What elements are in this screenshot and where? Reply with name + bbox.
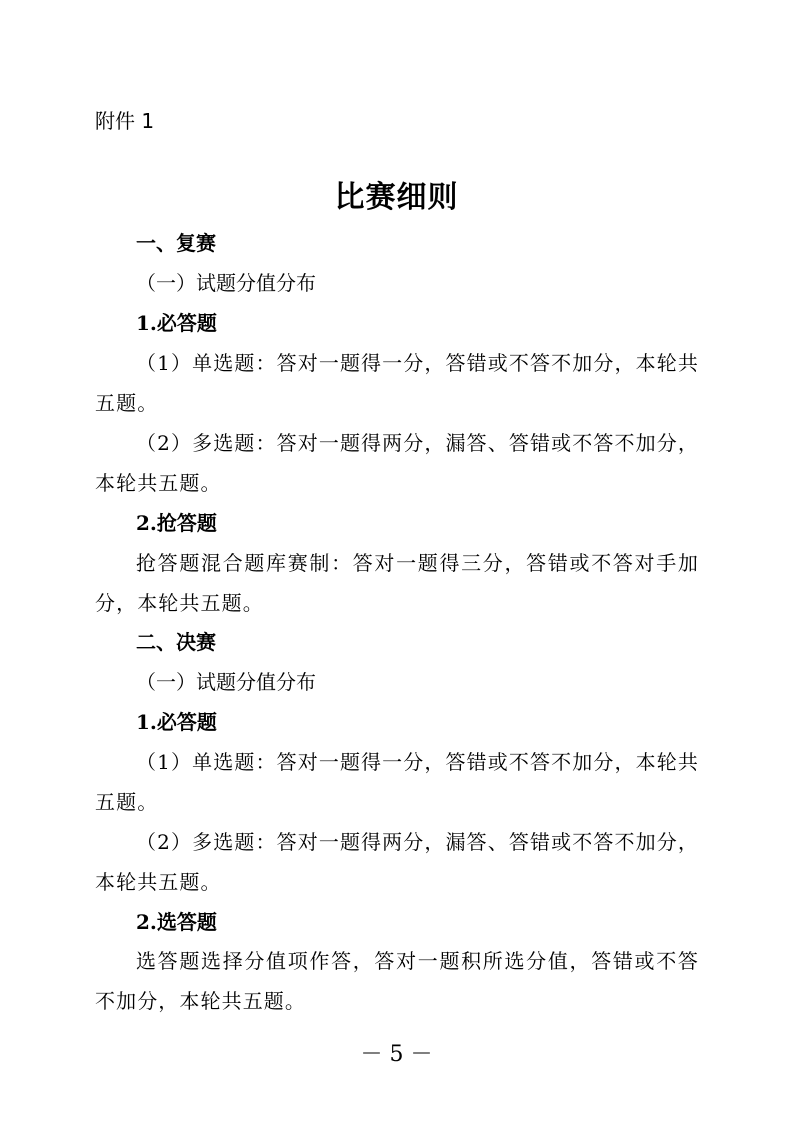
item-title-required-questions: 1.必答题	[136, 710, 217, 734]
paragraph-single-choice: （1）单选题：答对一题得一分，答错或不答不加分，本轮共五题。	[95, 351, 699, 415]
paragraph-optional-rules: 选答题选择分值项作答，答对一题积所选分值，答错或不答不加分，本轮共五题。	[95, 949, 699, 1013]
item-title-required-questions: 1.必答题	[136, 311, 217, 335]
attachment-label: 附件 1	[95, 109, 155, 133]
paragraph-multiple-choice: （2）多选题：答对一题得两分，漏答、答错或不答不加分，本轮共五题。	[95, 830, 699, 894]
section-heading-final: 二、决赛	[136, 630, 216, 654]
paragraph-buzzer-rules: 抢答题混合题库赛制：答对一题得三分，答错或不答对手加分，本轮共五题。	[95, 551, 699, 615]
item-title-optional-questions: 2.选答题	[136, 910, 217, 934]
section-subheading-score-distribution: （一）试题分值分布	[136, 271, 316, 295]
page-number: － 5 －	[360, 1042, 433, 1067]
document-title: 比赛细则	[334, 180, 459, 215]
item-title-buzzer-questions: 2.抢答题	[136, 511, 217, 535]
paragraph-single-choice: （1）单选题：答对一题得一分，答错或不答不加分，本轮共五题。	[95, 750, 699, 814]
section-subheading-score-distribution: （一）试题分值分布	[136, 670, 316, 694]
paragraph-multiple-choice: （2）多选题：答对一题得两分，漏答、答错或不答不加分，本轮共五题。	[95, 431, 699, 495]
section-heading-semifinal: 一、复赛	[136, 231, 216, 255]
